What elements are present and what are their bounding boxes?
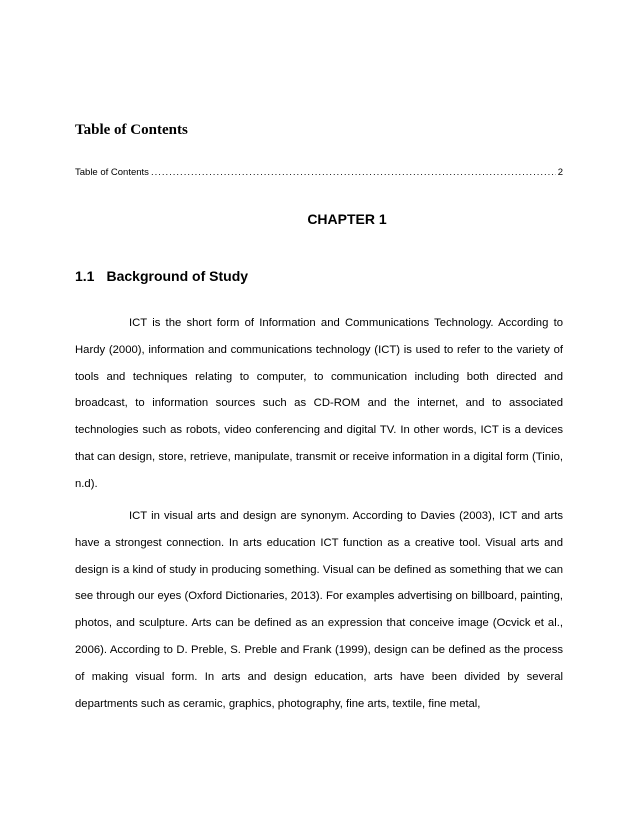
toc-entry-leader-dots: [151, 167, 556, 178]
toc-heading: Table of Contents: [75, 122, 188, 138]
section-number: 1.1: [75, 268, 95, 284]
body-paragraph-1: ICT is the short form of Information and Communications Technology. According to Hardy (2000), information and communications technology (ICT) is used to refer to the variety of tools and techniques relating to computer, to communication including both directed and broadcast, to information sources such as CD-ROM and the internet, and to associated technologies such as robots, video conferencing and digital TV. In other words, ICT is a devices that can design, store, retrieve, manipulate, transmit or receive information in a digital form (Tinio, n.d).: [75, 317, 563, 490]
toc-entry[interactable]: [75, 167, 563, 178]
section-heading: [75, 268, 248, 284]
toc-entry-label: Table of Contents: [75, 167, 149, 178]
body-paragraph-2: ICT in visual arts and design are synonym. According to Davies (2003), ICT and arts have a strongest connection. In arts education ICT function as a creative tool. Visual arts and design is a kind of study in producing something. Visual can be defined as something that we can see through our eyes (Oxford Dictionaries, 2013). For examples advertising on billboard, painting, photos, and sculpture. Arts can be defined as an expression that conceive image (Ocvick et al., 2006). According to D. Preble, S. Preble and Frank (1999), design can be defined as the process of making visual form. In arts and design education, arts have been divided by several departments such as ceramic, graphics, photography, fine arts, textile, fine metal,: [75, 510, 563, 710]
toc-entry-page-number: 2: [557, 167, 563, 178]
chapter-title: CHAPTER 1: [307, 211, 387, 227]
section-title-text: Background of Study: [106, 268, 249, 284]
